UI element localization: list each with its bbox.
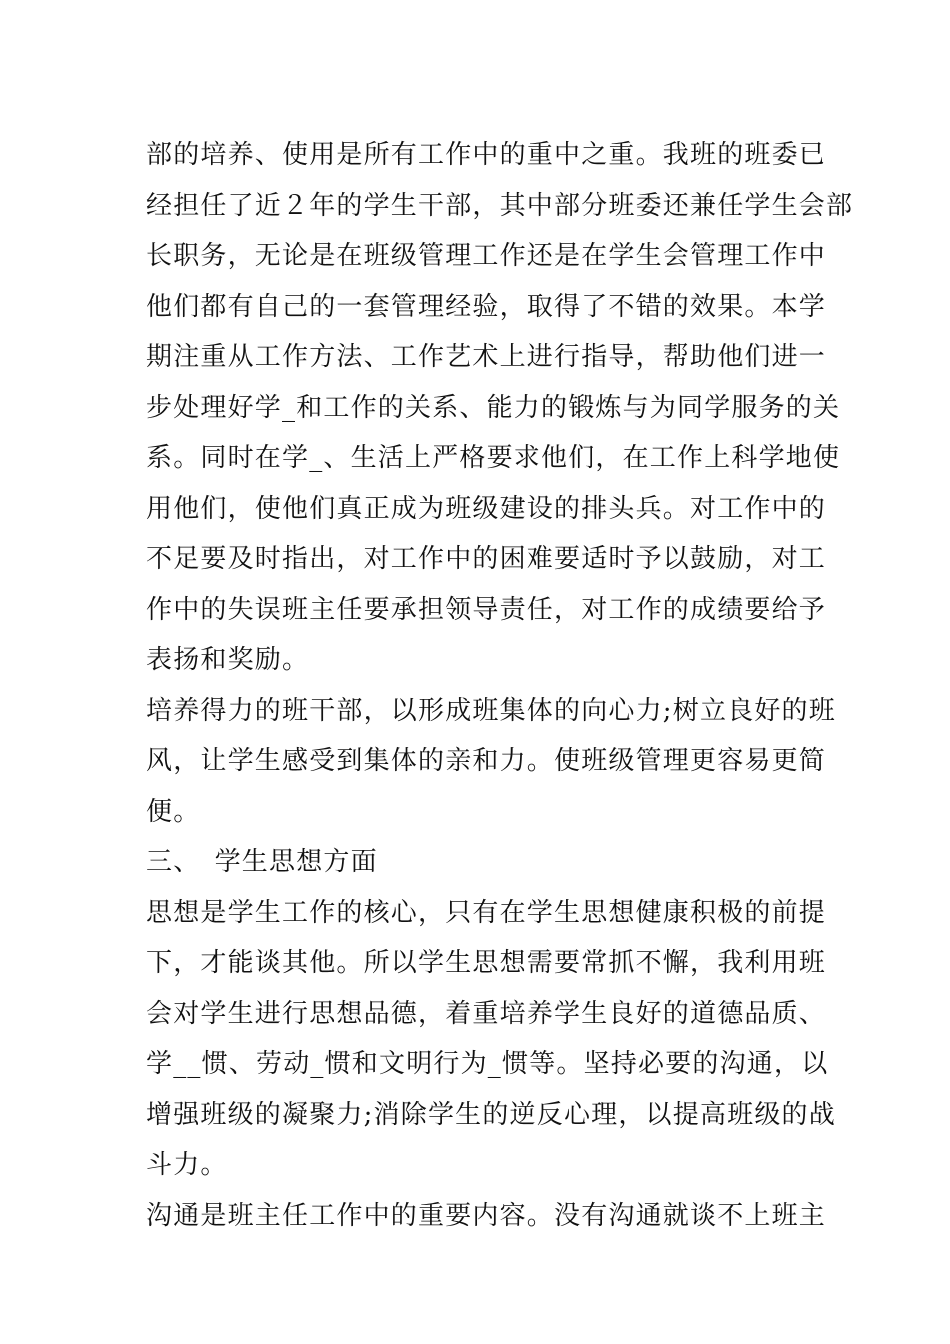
text-line: 下，才能谈其他。所以学生思想需要常抓不懈，我利用班 (146, 948, 827, 978)
body-text (146, 130, 854, 1241)
text-line: 经担任了近２年的学生干部，其中部分班委还兼任学生会部 (146, 190, 854, 221)
text-line: 作中的失误班主任要承担领导责任，对工作的成绩要给予 (146, 594, 827, 625)
text-line: 便。 (146, 796, 201, 827)
text-line: 部的培养、使用是所有工作中的重中之重。我班的班委已 (146, 140, 827, 170)
text-line: 增强班级的凝聚力;消除学生的逆反心理，以提高班级的战 (146, 1099, 836, 1130)
text-line: 系。同时在学_、生活上严格要求他们，在工作上科学地使 (146, 443, 841, 473)
section-heading: 三、 学生思想方面 (146, 847, 378, 877)
text-line: 风，让学生感受到集体的亲和力。使班级管理更容易更简 (146, 746, 827, 776)
text-line: 斗力。 (146, 1150, 228, 1180)
text-line: 长职务，无论是在班级管理工作还是在学生会管理工作中 (146, 241, 827, 271)
text-line: 不足要及时指出，对工作中的困难要适时予以鼓励，对工 (146, 544, 827, 574)
text-line: 用他们，使他们真正成为班级建设的排头兵。对工作中的 (146, 493, 827, 524)
text-line: 他们都有自己的一套管理经验，取得了不错的效果。本学 (146, 291, 827, 322)
text-line: 期注重从工作方法、工作艺术上进行指导，帮助他们进一 (146, 342, 827, 372)
text-line: 步处理好学_和工作的关系、能力的锻炼与为同学服务的关 (146, 392, 841, 423)
text-line: 培养得力的班干部，以形成班集体的向心力;树立良好的班 (146, 695, 836, 726)
text-line: 思想是学生工作的核心，只有在学生思想健康积极的前提 (146, 897, 827, 928)
text-line: 表扬和奖励。 (146, 645, 310, 675)
text-line: 会对学生进行思想品德，着重培养学生良好的道德品质、 (146, 998, 827, 1029)
text-line: 学__惯、劳动_惯和文明行为_惯等。坚持必要的沟通，以 (146, 1049, 829, 1079)
text-line: 沟通是班主任工作中的重要内容。没有沟通就谈不上班主 (146, 1200, 827, 1231)
